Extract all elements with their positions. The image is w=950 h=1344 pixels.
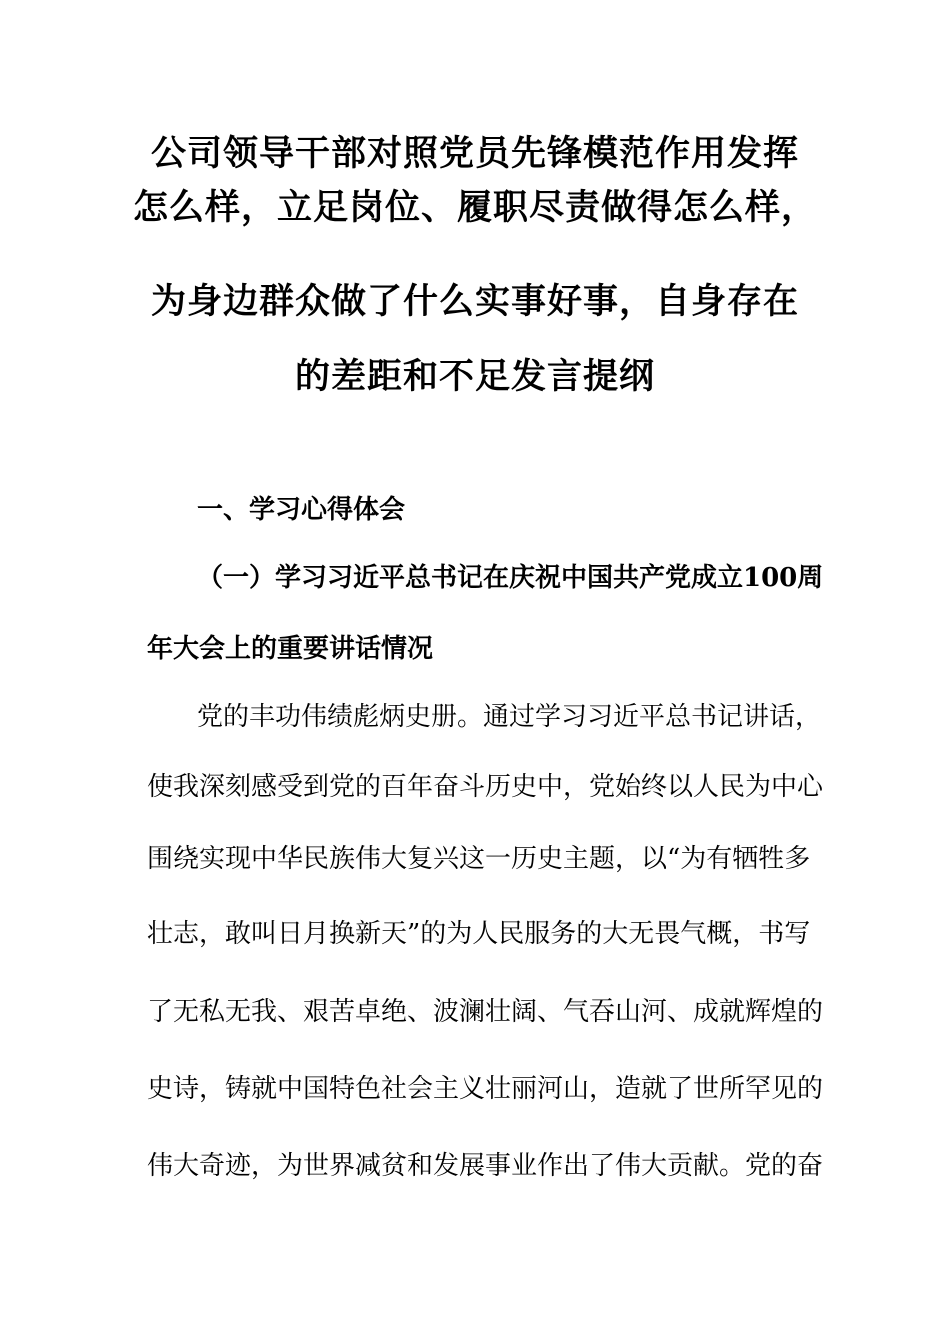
subsection-heading-line-1: （一）学习习近平总书记在庆祝中国共产党成立100周 — [197, 563, 824, 593]
section-heading: 一、学习心得体会 — [197, 495, 406, 525]
paragraph-line-1: 党的丰功伟绩彪炳史册。通过学习习近平总书记讲话， — [197, 702, 822, 732]
paragraph-line-5: 了无私无我、艰苦卓绝、波澜壮阔、气吞山河、成就辉煌的 — [147, 997, 824, 1027]
paragraph-line-7: 伟大奇迹，为世界减贫和发展事业作出了伟大贡献。党的奋 — [147, 1151, 824, 1181]
paragraph-line-6: 史诗，铸就中国特色社会主义壮丽河山，造就了世所罕见的 — [147, 1074, 824, 1104]
document-title-line-1: 公司领导干部对照党员先锋模范作用发挥 — [150, 134, 799, 174]
document-title-line-3: 为身边群众做了什么实事好事，自身存在 — [150, 282, 799, 322]
document-title-line-2: 怎么样，立足岗位、履职尽责做得怎么样， — [132, 188, 817, 228]
paragraph-line-2: 使我深刻感受到党的百年奋斗历史中，党始终以人民为中心 — [147, 772, 824, 802]
subsection-heading-line-2: 年大会上的重要讲话情况 — [147, 634, 434, 664]
document-title-line-4: 的差距和不足发言提纲 — [294, 357, 655, 397]
paragraph-line-4: 壮志，敢叫日月换新天”的为人民服务的大无畏气概，书写 — [147, 919, 811, 949]
paragraph-line-3: 围绕实现中华民族伟大复兴这一历史主题，以“为有牺牲多 — [147, 844, 811, 874]
